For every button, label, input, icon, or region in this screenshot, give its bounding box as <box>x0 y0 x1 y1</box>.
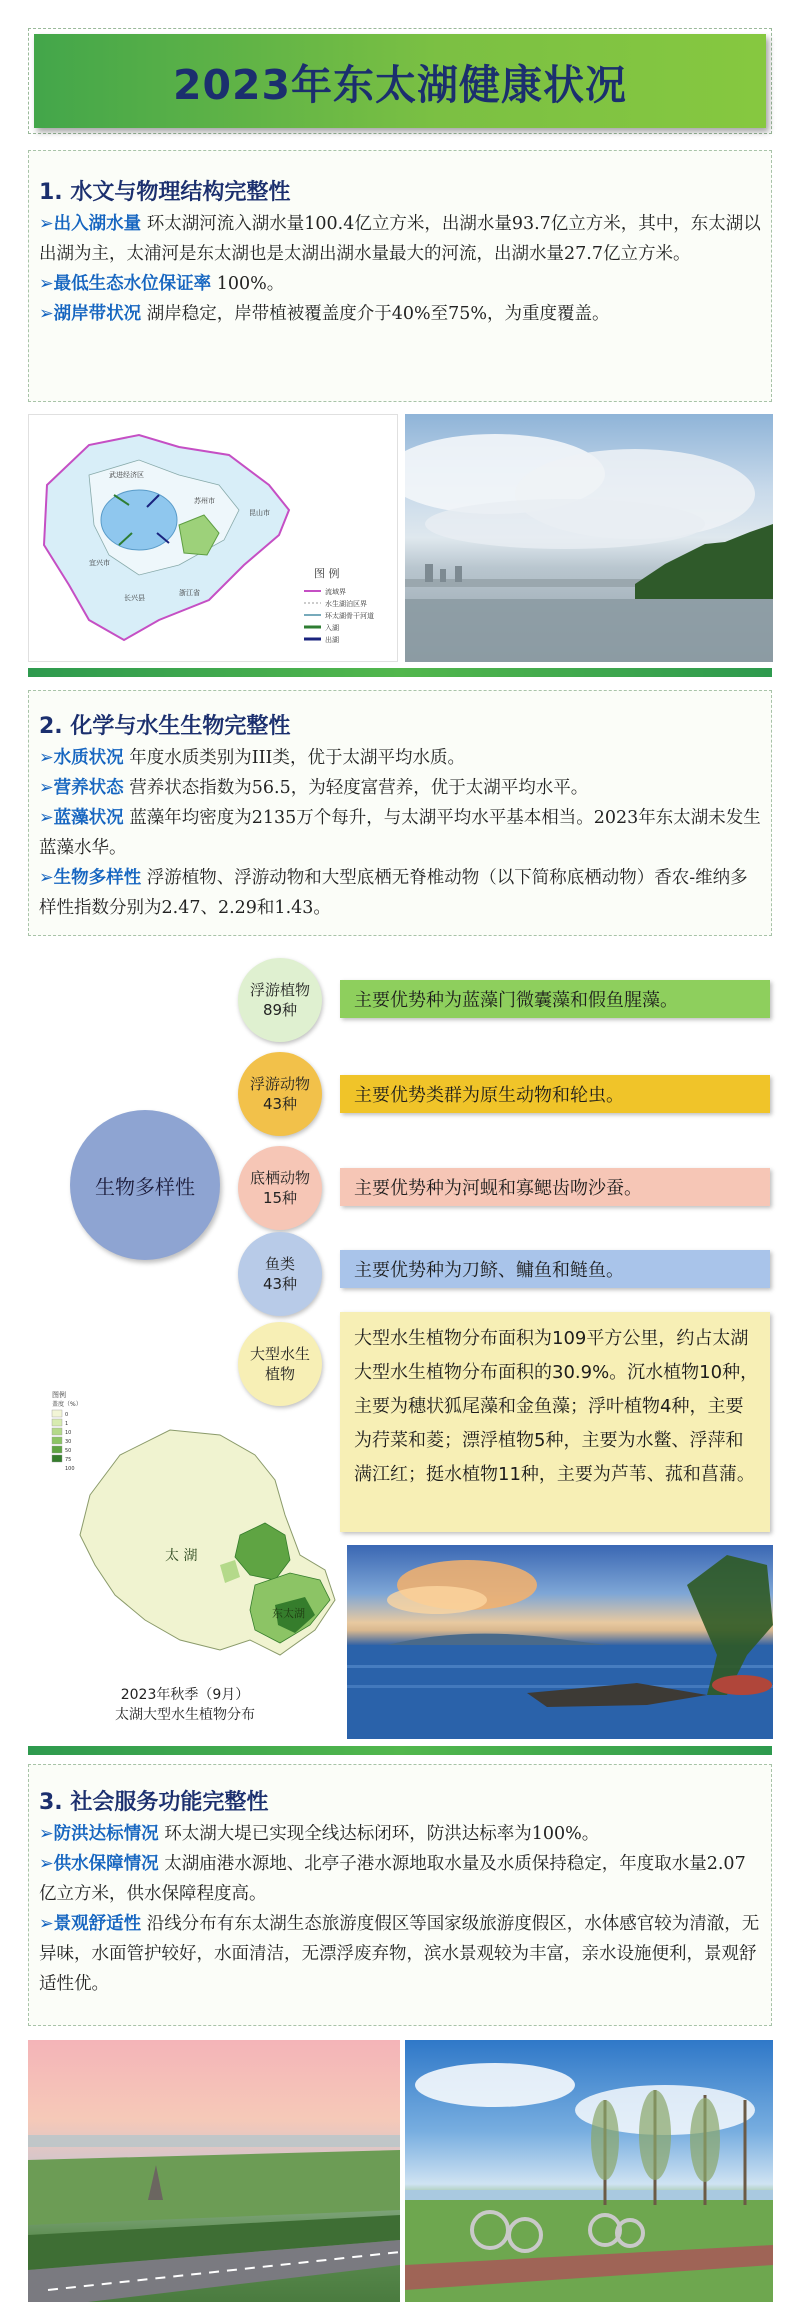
map1-legend-1: 水生湖泊区界 <box>325 600 367 608</box>
arrow-icon: ➢ <box>39 778 54 798</box>
map1-legend-title: 图 例 <box>314 567 340 580</box>
park-sculpture-photo <box>405 2040 773 2302</box>
macrophyte-description: 大型水生植物分布面积为109平方公里，约占太湖大型水生植物分布面积的30.9%。沉水植物10种，主要为穗状狐尾藻和金鱼藻；浮叶植物4种，主要为荇菜和菱；漂浮植物5种，主要为水鳖、浮萍和满江红；挺水植物11种，主要为芦苇、菰和菖蒲。 <box>340 1312 770 1532</box>
section-social-heading: 3. 社会服务功能完整性 <box>39 1790 269 1815</box>
map2-range-3: 30 <box>65 1439 72 1445</box>
map2-range-1: 1 <box>65 1421 69 1427</box>
circle-benthos-count: 15种 <box>262 1189 298 1207</box>
map2-range-6: 100 <box>65 1466 75 1472</box>
circle-zooplankton-name: 浮游动物 <box>249 1075 310 1093</box>
circle-phytoplankton-count: 89种 <box>262 1001 298 1019</box>
lake-photo-sunset-graphic <box>347 1545 773 1739</box>
bar-fish: 主要优势种为刀鲚、鳙鱼和鲢鱼。 <box>340 1250 770 1288</box>
key-nutrient: 营养状态 <box>53 778 124 798</box>
key-landscape: 景观舒适性 <box>53 1914 142 1934</box>
circle-phytoplankton-name: 浮游植物 <box>249 981 310 999</box>
text-water-quality: 年度水质类别为III类，优于太湖平均水质。 <box>123 748 465 768</box>
section-social-body <box>39 1819 763 1999</box>
arrow-icon: ➢ <box>39 808 54 828</box>
key-shore: 湖岸带状况 <box>53 304 142 324</box>
lake-photo-clouds <box>405 414 773 662</box>
key-water-quality: 水质状况 <box>53 748 124 768</box>
paragraph-flood <box>39 1819 763 1849</box>
map1-legend-0: 流域界 <box>325 588 346 596</box>
section-chemistry-biology <box>28 690 772 936</box>
map-place-wujin: 武进经济区 <box>109 471 144 479</box>
map1-legend-4: 出湖 <box>325 636 339 644</box>
circle-fish <box>238 1232 322 1316</box>
key-biodiversity: 生物多样性 <box>53 868 142 888</box>
section-social-services <box>28 1764 772 2026</box>
map-place-suzhou: 苏州市 <box>194 497 215 505</box>
text-biodiversity: 浮游植物、浮游动物和大型底栖无脊椎动物（以下简称底栖动物）香农-维纳多样性指数分别为2.47、2.29和1.43。 <box>39 868 748 918</box>
map2-label-east: 东太湖 <box>272 1607 305 1620</box>
lake-photo-clouds-graphic <box>405 414 773 662</box>
text-cyanobacteria: 蓝藻年均密度为2135万个每升，与太湖平均水平基本相当。2023年东太湖未发生蓝藻水华。 <box>39 808 761 858</box>
text-inflow: 环太湖河流入湖水量100.4亿立方米，出湖水量93.7亿立方米，其中，东太湖以出湖为主，太浦河是东太湖也是太湖出湖水量最大的河流，出湖水量27.7亿立方米。 <box>39 214 761 264</box>
map2-legend-title: 图例 <box>52 1391 66 1399</box>
paragraph-inflow <box>39 209 763 269</box>
paragraph-biodiversity <box>39 863 763 923</box>
circle-benthos-name: 底栖动物 <box>249 1169 310 1187</box>
key-inflow: 出入湖水量 <box>53 214 142 234</box>
section-hydrology <box>28 150 772 402</box>
bar-phytoplankton: 主要优势种为蓝藻门微囊藻和假鱼腥藻。 <box>340 980 770 1018</box>
map2-range-0: 0 <box>65 1412 69 1418</box>
circle-phytoplankton <box>238 958 322 1042</box>
section-chemistry-heading: 2. 化学与水生生物完整性 <box>39 714 291 739</box>
paragraph-water-level <box>39 269 763 299</box>
bar-zooplankton: 主要优势类群为原生动物和轮虫。 <box>340 1075 770 1113</box>
paragraph-landscape <box>39 1909 763 1999</box>
circle-zooplankton <box>238 1052 322 1136</box>
caption-line-1: 2023年秋季（9月） <box>120 1687 250 1703</box>
circle-macrophyte-name: 大型水生植物 <box>249 1345 310 1383</box>
paragraph-cyanobacteria <box>39 803 763 863</box>
title-banner <box>34 34 766 128</box>
biodiversity-center-circle: 生物多样性 <box>70 1110 220 1260</box>
lake-photo-sunset <box>347 1545 773 1739</box>
caption-line-2: 太湖大型水生植物分布 <box>115 1707 255 1723</box>
arrow-icon: ➢ <box>39 748 54 768</box>
circle-fish-count: 43种 <box>262 1275 298 1293</box>
bar-benthos: 主要优势种为河蚬和寡鳃齿吻沙蚕。 <box>340 1168 770 1206</box>
map-place-changxing: 长兴县 <box>124 594 145 602</box>
arrow-icon: ➢ <box>39 868 54 888</box>
key-flood: 防洪达标情况 <box>53 1824 159 1844</box>
map-place-kunshan: 昆山市 <box>249 509 270 517</box>
map-place-zhejiang: 浙江省 <box>179 589 200 597</box>
circle-benthos <box>238 1146 322 1230</box>
macrophyte-distribution-map <box>50 1385 340 1685</box>
circle-fish-name: 鱼类 <box>264 1255 295 1273</box>
macrophyte-map-graphic <box>50 1385 340 1685</box>
page-title: 2023年东太湖健康状况 <box>172 60 628 109</box>
paragraph-water-supply <box>39 1849 763 1909</box>
map2-range-2: 10 <box>65 1430 72 1436</box>
arrow-icon: ➢ <box>39 1824 54 1844</box>
map1-legend-2: 环太湖骨干河道 <box>325 612 374 620</box>
text-water-level: 100%。 <box>211 274 285 294</box>
paragraph-nutrient <box>39 773 763 803</box>
text-shore: 湖岸稳定，岸带植被覆盖度介于40%至75%，为重度覆盖。 <box>141 304 610 324</box>
key-water-supply: 供水保障情况 <box>53 1854 159 1874</box>
map2-range-5: 75 <box>65 1457 72 1463</box>
map2-legend-unit: 盖度（%） <box>52 1401 82 1408</box>
paragraph-water-quality <box>39 743 763 773</box>
section-hydrology-heading: 1. 水文与物理结构完整性 <box>39 180 291 205</box>
key-water-level: 最低生态水位保证率 <box>53 274 212 294</box>
text-flood: 环太湖大堤已实现全线达标闭环，防洪达标率为100%。 <box>158 1824 600 1844</box>
park-sculpture-graphic <box>405 2040 773 2302</box>
arrow-icon: ➢ <box>39 1914 54 1934</box>
text-nutrient: 营养状态指数为56.5，为轻度富营养，优于太湖平均水平。 <box>123 778 589 798</box>
section-chemistry-body <box>39 743 763 923</box>
key-cyanobacteria: 蓝藻状况 <box>53 808 124 828</box>
map1-legend-3: 入湖 <box>325 624 339 632</box>
map2-label-taihu: 太 湖 <box>165 1548 198 1564</box>
arrow-icon: ➢ <box>39 214 54 234</box>
section-hydrology-body <box>39 209 763 329</box>
taihu-basin-map <box>28 414 398 662</box>
wetland-road-graphic <box>28 2040 400 2302</box>
section-divider-2 <box>28 1746 772 1755</box>
arrow-icon: ➢ <box>39 304 54 324</box>
text-water-supply: 太湖庙港水源地、北亭子港水源地取水量及水质保持稳定，年度取水量2.07亿立方米，供水保障程度高。 <box>39 1854 746 1904</box>
arrow-icon: ➢ <box>39 1854 54 1874</box>
text-landscape: 沿线分布有东太湖生态旅游度假区等国家级旅游度假区，水体感官较为清澈，无异味，水面管护较好，水面清洁，无漂浮废弃物，滨水景观较为丰富，亲水设施便利，景观舒适性优。 <box>39 1914 760 1994</box>
arrow-icon: ➢ <box>39 274 54 294</box>
basin-map-graphic <box>29 415 398 662</box>
section-divider-1 <box>28 668 772 677</box>
map-place-yixing: 宜兴市 <box>89 559 110 567</box>
map2-range-4: 50 <box>65 1448 72 1454</box>
circle-zooplankton-count: 43种 <box>262 1095 298 1113</box>
wetland-road-photo <box>28 2040 400 2302</box>
macrophyte-map-caption <box>60 1685 310 1725</box>
paragraph-shore <box>39 299 763 329</box>
